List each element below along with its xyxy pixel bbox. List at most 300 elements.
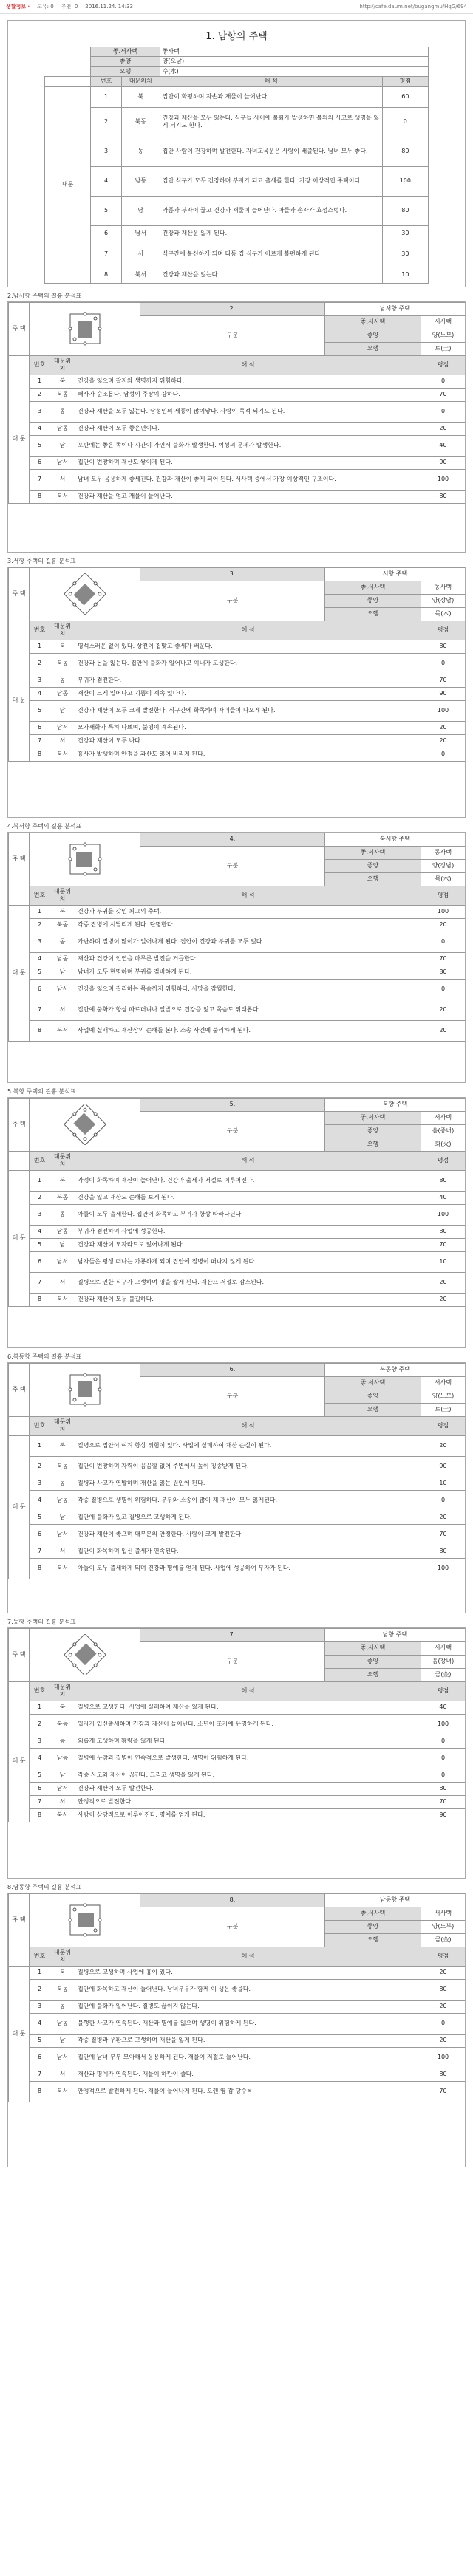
info-value3: 화(火): [421, 1138, 466, 1151]
door-position: 남서: [50, 456, 75, 469]
col-header-text: 해 석: [75, 621, 421, 640]
col-header-score: 평점: [421, 1947, 466, 1966]
col-header-text: 해 석: [75, 1947, 421, 1966]
door-position: 남서: [50, 979, 75, 1000]
door-position: 남동: [50, 2013, 75, 2034]
table-row: [45, 166, 429, 196]
section-heading: 3.서향 주택의 길흉 분석표: [7, 557, 76, 564]
col-header-pos: 대문위치: [50, 1416, 75, 1435]
door-position: 동: [50, 401, 75, 422]
row-number: 4: [30, 2013, 50, 2034]
score: 20: [421, 1020, 466, 1041]
door-position: 북서: [50, 1293, 75, 1306]
door-side-label: 대 문: [9, 375, 30, 503]
door-position: 서: [50, 734, 75, 748]
door-position: 남동: [50, 422, 75, 435]
info-label2: 좋양: [325, 1920, 421, 1933]
info-label2: 좋양: [325, 1390, 421, 1403]
interpretation: 건강을 잃으며 갈지와 생명까지 위험하다.: [75, 375, 421, 388]
section-table: [8, 1098, 466, 1307]
interpretation: 아들이 모두 출세하게 되며 건강과 명예를 얻게 된다. 사업에 성공하여 부자가 된다.: [75, 1558, 421, 1579]
score: 80: [421, 966, 466, 979]
door-position: 서: [50, 1272, 75, 1293]
score: 0: [421, 1748, 466, 1769]
house-name: 서향 주택: [325, 567, 466, 581]
door-position: 남: [50, 966, 75, 979]
score: 80: [421, 1782, 466, 1795]
table-row: [45, 242, 429, 267]
score: 70: [421, 1795, 466, 1808]
table-row: [9, 1966, 466, 1979]
house-side-label: 주 택: [9, 1098, 30, 1151]
interpretation: 질병으로 고생한다. 사업에 실패하여 재산을 잃게 된다.: [75, 1701, 421, 1714]
compass-diagram: [30, 1628, 140, 1681]
col-header-no: 번호: [30, 355, 50, 375]
door-position: 서: [50, 1545, 75, 1558]
info-row: [9, 1628, 466, 1641]
score: 40: [421, 1191, 466, 1204]
row-number: 8: [30, 1020, 50, 1041]
col-header-no: 번호: [30, 886, 50, 905]
column-header-row: [9, 1151, 466, 1170]
interpretation: 흉사가 발생하며 안정을 과산도 잃어 비리게 된다.: [75, 748, 421, 761]
info-value3: 금(金): [421, 1933, 466, 1947]
interpretation: 집안에 불화가 항상 따르더니나 일발으로 건강을 잃고 목숨도 위태롭다.: [75, 1000, 421, 1020]
section-box: [7, 1893, 466, 2167]
interpretation: 집안에 화목하고 재산이 늘어난다. 남녀부부가 함께 이 생은 좋을다.: [75, 1979, 421, 2000]
score: 0: [421, 932, 466, 952]
info-value2: 양(노모): [421, 329, 466, 342]
score: 20: [421, 918, 466, 932]
info-label2: 좋양: [325, 1124, 421, 1138]
post-url[interactable]: http://cafe.daum.net/bugangmu/HqG/694: [359, 4, 467, 10]
col-header-no: 번호: [30, 621, 50, 640]
row-number: 2: [30, 1979, 50, 2000]
info-label1: 좋.서사택: [325, 1376, 421, 1390]
door-position: 남동: [50, 1748, 75, 1769]
table-row: [9, 435, 466, 456]
door-position: 남: [50, 2034, 75, 2047]
row-number: 6: [30, 1782, 50, 1795]
compass-diagram: [30, 1098, 140, 1151]
door-position: 남: [50, 1511, 75, 1524]
table-row: [9, 1795, 466, 1808]
door-position: 북: [50, 640, 75, 653]
col-header-score: 평점: [421, 1151, 466, 1170]
score: 100: [421, 1714, 466, 1735]
score: 20: [421, 721, 466, 734]
score: 70: [421, 952, 466, 966]
row-number: 3: [30, 2000, 50, 2013]
interpretation: 사업에 실패하고 재산상의 손해를 본다. 소송 사건에 불리하게 된다.: [75, 1020, 421, 1041]
interpretation: 건강과 재산이 모자라므로 잃어나게 된다.: [75, 1238, 421, 1251]
row-number: 5: [91, 196, 122, 225]
info-label3: 오행: [325, 1403, 421, 1416]
table-row: [9, 2013, 466, 2034]
door-side-label: 대 문: [9, 1701, 30, 1822]
part1-table: [44, 47, 429, 284]
row-number: 6: [91, 225, 122, 242]
door-position: 동: [121, 137, 160, 166]
door-position: 남동: [121, 166, 160, 196]
door-position: 남: [121, 196, 160, 225]
interpretation: 포탄에는 좋은 쪽이나 시간이 가면서 불화가 발생한다. 여성의 문제가 발생한다.: [75, 435, 421, 456]
door-position: 북서: [50, 748, 75, 761]
row-number: 8: [30, 1558, 50, 1579]
score: 0: [421, 979, 466, 1000]
table-row: [9, 721, 466, 734]
info-value1: 서사택: [421, 1641, 466, 1655]
table-row: [9, 653, 466, 674]
info-label1: 좋.서사택: [325, 1641, 421, 1655]
row-number: 2: [91, 107, 122, 137]
score: 80: [421, 1170, 466, 1191]
score: 70: [421, 2081, 466, 2102]
door-position: 북: [50, 1435, 75, 1456]
score: 90: [421, 456, 466, 469]
table-row: [9, 979, 466, 1000]
door-position: 북동: [50, 918, 75, 932]
section-box: [7, 1097, 466, 1348]
info-label1: 좋.서사택: [325, 846, 421, 859]
table-row: [9, 932, 466, 952]
row-number: 6: [30, 1524, 50, 1545]
info-label3: 오행: [325, 1933, 421, 1947]
interpretation: 아들이 모두 출세한다. 집안이 화목하고 부귀가 항상 따라다닌다.: [75, 1204, 421, 1225]
door-position: 남동: [50, 687, 75, 700]
score: 80: [421, 1225, 466, 1238]
gubun-label: 구분: [140, 1111, 325, 1151]
recommend-count: 추천: 0: [61, 4, 78, 10]
info-label1: 좋.서사택: [325, 315, 421, 329]
row-number: 5: [30, 435, 50, 456]
table-row: [9, 1769, 466, 1782]
door-position: 북서: [50, 490, 75, 503]
info-label3: 오행: [325, 342, 421, 355]
door-side-label: 대 문: [9, 1170, 30, 1306]
table-row: [45, 225, 429, 242]
info-row: [9, 1363, 466, 1376]
top-bar: [0, 0, 473, 14]
table-row: [45, 107, 429, 137]
door-position: 동: [50, 674, 75, 687]
table-row: [9, 1272, 466, 1293]
section-table: [8, 567, 466, 762]
row-number: 6: [30, 1251, 50, 1272]
house-side-label: 주 택: [9, 1628, 30, 1681]
score: 0: [382, 107, 428, 137]
interpretation: 부귀가 겸전한다.: [75, 674, 421, 687]
score: 30: [382, 242, 428, 267]
door-position: 남동: [50, 952, 75, 966]
row-number: 1: [30, 1435, 50, 1456]
door-position: 북서: [50, 1558, 75, 1579]
score: 100: [421, 2047, 466, 2068]
interpretation: 집안이 번창하며 재산도 쌓이게 된다.: [75, 456, 421, 469]
col-header-pos: 대문위치: [50, 1681, 75, 1701]
info-value2: 양(장남): [421, 594, 466, 607]
score: 80: [421, 1545, 466, 1558]
row-number: 2: [30, 1456, 50, 1477]
score: 0: [421, 748, 466, 761]
interpretation: 집안이 번창하며 자력이 꼼꼼할 없어 주변에서 높이 칭송받게 된다.: [75, 1456, 421, 1477]
door-side-label: 대 문: [9, 905, 30, 1041]
house-name: 남서향 주택: [325, 302, 466, 315]
table-row: [9, 1170, 466, 1191]
door-position: 남: [50, 435, 75, 456]
table-row: [9, 674, 466, 687]
section-heading: 5.북향 주택의 길흉 분석표: [7, 1087, 76, 1095]
info-value1: 동사택: [421, 846, 466, 859]
table-row: [9, 375, 466, 388]
score: 40: [421, 435, 466, 456]
interpretation: 건강과 돈을 잃는다. 집안에 불화가 일어나고 이내가 고생한다.: [75, 653, 421, 674]
info-label1: 좋.서사택: [325, 1111, 421, 1124]
row-number: 7: [30, 1545, 50, 1558]
info-label2: 좋양: [325, 594, 421, 607]
info-label2: 좋양: [325, 1655, 421, 1668]
col-header-pos: 대문위치: [121, 77, 160, 86]
score: 0: [421, 375, 466, 388]
info-label3: 오행: [325, 1668, 421, 1681]
gubun-label: 구분: [140, 1376, 325, 1416]
table-row: [9, 456, 466, 469]
info-value1: 동사택: [421, 581, 466, 594]
row-number: 3: [30, 1477, 50, 1490]
score: 80: [421, 640, 466, 653]
table-row: [9, 1477, 466, 1490]
score: 20: [421, 1272, 466, 1293]
section-table: [8, 1628, 466, 1822]
door-position: 북동: [50, 388, 75, 401]
door-position: 북동: [50, 653, 75, 674]
col-header-score: 평점: [421, 886, 466, 905]
header-label1: 좋.서사택: [91, 47, 160, 57]
row-number: 3: [30, 1204, 50, 1225]
door-position: 서: [50, 1795, 75, 1808]
col-header-score: 평점: [421, 1416, 466, 1435]
info-row: [9, 1098, 466, 1111]
interpretation: 집안에 남녀 부부 모아해서 응용하게 된다. 재물이 저절로 늘어난다.: [75, 2047, 421, 2068]
door-position: 서: [50, 469, 75, 490]
table-row: [9, 1714, 466, 1735]
interpretation: 건강과 재산이 모두 좋은편이다.: [75, 422, 421, 435]
score: 30: [382, 225, 428, 242]
col-header-no: 번호: [30, 1151, 50, 1170]
section-box: [7, 301, 466, 553]
interpretation: 건강과 재산이 모두 나다.: [75, 734, 421, 748]
house-side-label: 주 택: [9, 302, 30, 355]
info-row: [9, 567, 466, 581]
info-row: [9, 1893, 466, 1907]
header-label2: 좋양: [91, 57, 160, 66]
door-position: 북서: [50, 1020, 75, 1041]
row-number: 5: [30, 1511, 50, 1524]
score: 70: [421, 674, 466, 687]
col-header-pos: 대문위치: [50, 1947, 75, 1966]
score: 20: [421, 422, 466, 435]
info-value3: 목(木): [421, 607, 466, 621]
interpretation: 집안에 불화가 있고 질병으로 고생하게 된다.: [75, 1511, 421, 1524]
row-number: 3: [30, 932, 50, 952]
row-number: 5: [30, 966, 50, 979]
table-row: [9, 1020, 466, 1041]
row-number: 5: [30, 1769, 50, 1782]
row-number: 1: [30, 1966, 50, 1979]
gubun-label: 구분: [140, 581, 325, 621]
category-label[interactable]: 생활정보 ·: [6, 4, 30, 10]
door-position: 동: [50, 1735, 75, 1748]
interpretation: 질병으로 인한 식구가 고생하며 명을 쌓게 된다. 재산으 저절로 감소된다.: [75, 1272, 421, 1293]
row-number: 6: [30, 979, 50, 1000]
door-position: 동: [50, 1204, 75, 1225]
row-number: 1: [30, 375, 50, 388]
interpretation: 약품과 부자이 끊고 건강과 재물이 늘어난다. 아들과 손자가 효성스럽다.: [160, 196, 382, 225]
score: 0: [421, 1490, 466, 1511]
door-position: 남: [50, 1238, 75, 1251]
interpretation: 건강과 재산을 모두 잃는다. 식구들 사이에 불화가 발생하면 불의의 사고로 생명을 잃게 되기도 한다.: [160, 107, 382, 137]
col-header-text: 해 석: [75, 355, 421, 375]
row-number: 7: [30, 734, 50, 748]
row-number: 4: [30, 1225, 50, 1238]
row-number: 4: [91, 166, 122, 196]
interpretation: 재산과 명예가 연속된다. 재물이 하탄이 줄다.: [75, 2068, 421, 2081]
info-label2: 좋양: [325, 859, 421, 872]
door-position: 남동: [50, 1225, 75, 1238]
interpretation: 각종 사고와 재산이 끊긴다. 그리고 생명을 잃게 된다.: [75, 1769, 421, 1782]
row-number: 6: [30, 721, 50, 734]
compass-diagram: [30, 833, 140, 886]
house-side-label: 주 택: [9, 1893, 30, 1947]
row-number: 7: [30, 1000, 50, 1020]
interpretation: 집안 식구가 모두 건강하며 부자가 되고 출세를 한다. 가장 이상적인 주택이다.: [160, 166, 382, 196]
score: 20: [421, 1000, 466, 1020]
likes-count: 고유: 0: [37, 4, 54, 10]
col-header-no: 번호: [30, 1681, 50, 1701]
row-number: 1: [30, 1701, 50, 1714]
row-number: 7: [30, 2068, 50, 2081]
score: 70: [421, 1238, 466, 1251]
col-header-no: 번호: [91, 77, 122, 86]
table-row: [9, 1490, 466, 1511]
table-row: [45, 137, 429, 166]
row-number: 6: [30, 2047, 50, 2068]
table-row: [45, 267, 429, 283]
interpretation: 건강을 잃고 재산도 손해를 보게 된다.: [75, 1191, 421, 1204]
score: 20: [421, 2034, 466, 2047]
interpretation: 건강과 재산을 잃는다.: [160, 267, 382, 283]
column-header-row: [9, 1681, 466, 1701]
row-number: 3: [91, 137, 122, 166]
house-number: 6.: [140, 1363, 325, 1376]
row-number: 2: [30, 918, 50, 932]
door-position: 서: [121, 242, 160, 267]
house-number: 4.: [140, 833, 325, 846]
info-row: [9, 833, 466, 846]
header-value2: 양(오남): [160, 57, 428, 66]
door-position: 서: [50, 1000, 75, 1020]
score: 60: [382, 86, 428, 107]
table-row: [9, 1524, 466, 1545]
interpretation: 재산과 건강이 인연을 마무른 발전을 거듭한다.: [75, 952, 421, 966]
column-header-row: [9, 886, 466, 905]
row-number: 2: [30, 1714, 50, 1735]
score: 90: [421, 1456, 466, 1477]
row-number: 7: [30, 1795, 50, 1808]
door-side-label: 대 문: [9, 1435, 30, 1579]
interpretation: 가난하며 질병이 많이가 일어나게 된다. 집안이 건강과 부귀를 모두 잃다.: [75, 932, 421, 952]
info-value3: 금(金): [421, 1668, 466, 1681]
interpretation: 가정이 화목하며 재산이 늘어난다. 건강과 출세가 저절로 이루어진다.: [75, 1170, 421, 1191]
row-number: 8: [30, 2081, 50, 2102]
row-number: 6: [30, 456, 50, 469]
col-header-text: 해 석: [75, 886, 421, 905]
table-row: [9, 734, 466, 748]
row-number: 2: [30, 1191, 50, 1204]
table-row: [9, 1511, 466, 1524]
table-row: [9, 1456, 466, 1477]
house-number: 2.: [140, 302, 325, 315]
part1-box: [7, 20, 466, 287]
door-position: 남서: [50, 2047, 75, 2068]
table-row: [9, 1225, 466, 1238]
score: 20: [421, 2000, 466, 2013]
table-row: [9, 401, 466, 422]
interpretation: 각종 질병으로 생명이 위험하다. 부부와 소송이 많이 재 재산이 모두 잃게된다.: [75, 1490, 421, 1511]
door-position: 북동: [50, 1191, 75, 1204]
interpretation: 남녀 모두 음용하게 좋세진다. 건강과 재산이 좋게 되어 된다. 서사택 중에서 가장 이상적인 구조이다.: [75, 469, 421, 490]
interpretation: 재산이 크게 일어나고 기쁨이 계속 있다다.: [75, 687, 421, 700]
table-row: [9, 1204, 466, 1225]
compass-diagram: [30, 1893, 140, 1947]
table-row: [9, 700, 466, 721]
gubun-label: 구분: [140, 315, 325, 355]
door-position: 남: [50, 1769, 75, 1782]
score: 100: [421, 1558, 466, 1579]
table-row: [45, 86, 429, 107]
interpretation: 건강과 재산을 얻고 재물이 늘어난다.: [75, 490, 421, 503]
row-number: 1: [30, 905, 50, 918]
table-row: [9, 918, 466, 932]
door-side-label: 대 문: [9, 1966, 30, 2102]
table-row: [9, 1701, 466, 1714]
row-number: 3: [30, 401, 50, 422]
interpretation: 안정적으로 발전하게 된다. 재물이 늘어나게 된다. 오랜 영 감 당수록: [75, 2081, 421, 2102]
interpretation: 각종 잡병에 시달리게 된다. 단명한다.: [75, 918, 421, 932]
interpretation: 부귀가 겸전하며 사업에 성공한다.: [75, 1225, 421, 1238]
table-row: [9, 1748, 466, 1769]
interpretation: 집안 사람이 건강하며 발전한다. 자녀교육운은 사람이 배출된다. 남녀 모두 좋다.: [160, 137, 382, 166]
door-position: 북: [50, 1170, 75, 1191]
interpretation: 건강과 재산이 좋으며 대부분의 안정한다. 사람이 크게 발전한다.: [75, 1524, 421, 1545]
section-box: [7, 1362, 466, 1613]
interpretation: 명석스러운 없이 있다. 상전이 집맞고 좋세가 배운다.: [75, 640, 421, 653]
col-header-pos: 대문위치: [50, 621, 75, 640]
row-number: 3: [30, 1735, 50, 1748]
col-header-text: 해 석: [160, 77, 382, 86]
table-row: [9, 2000, 466, 2013]
row-number: 4: [30, 422, 50, 435]
door-position: 북: [50, 1966, 75, 1979]
house-number: 7.: [140, 1628, 325, 1641]
section-table: [8, 833, 466, 1042]
section-box: [7, 832, 466, 1083]
info-value2: 음(중녀): [421, 1124, 466, 1138]
house-side-label: 주 택: [9, 833, 30, 886]
part1-title: 1. 남향의 주택: [205, 31, 268, 42]
section-heading: 8.남동향 주택의 길흉 분석표: [7, 1883, 82, 1890]
interpretation: 건강을 잃으며 길리하는 목숨까지 위험하다. 사망을 감월한다.: [75, 979, 421, 1000]
